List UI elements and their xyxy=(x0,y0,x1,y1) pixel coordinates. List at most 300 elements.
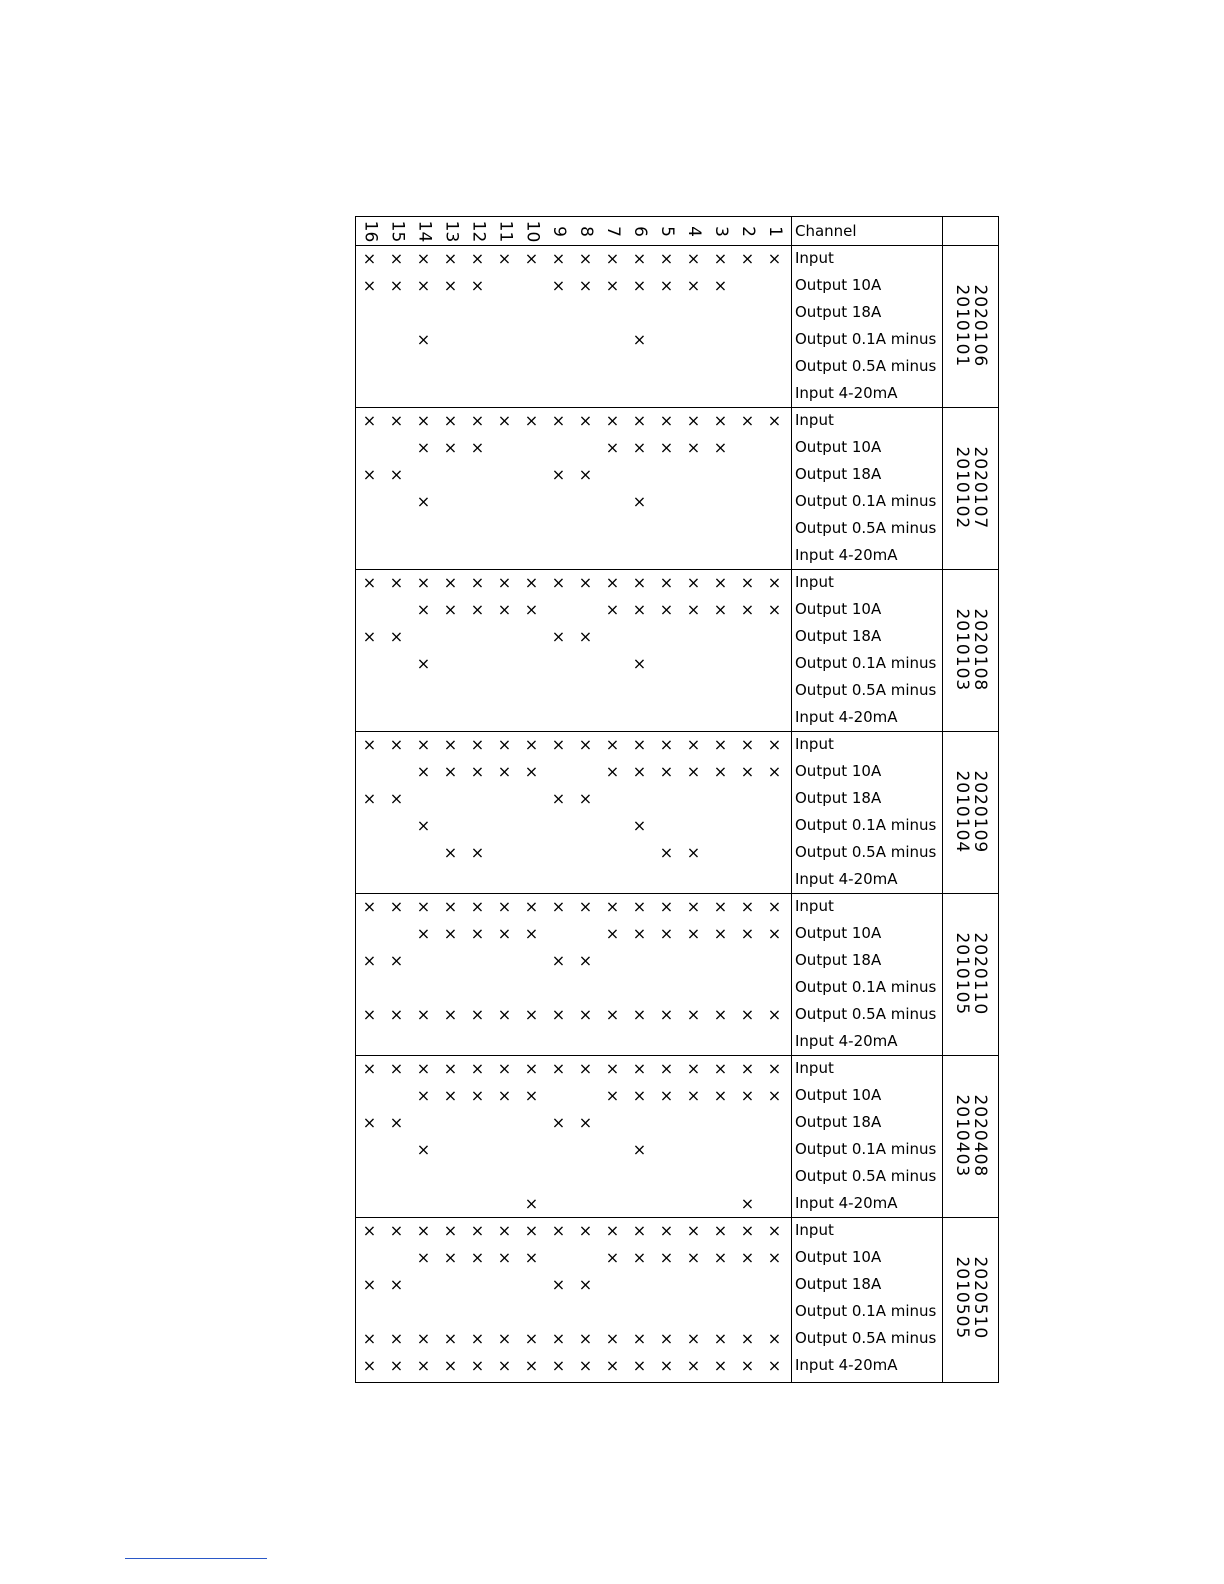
cross-mark: × xyxy=(632,1247,647,1267)
channel-number: 10 xyxy=(521,220,542,242)
cross-mark: × xyxy=(470,1220,485,1240)
cross-mark: × xyxy=(632,1058,647,1078)
group-codes xyxy=(952,609,988,692)
cross-mark: × xyxy=(686,1004,701,1024)
cross-mark: × xyxy=(416,572,431,592)
cross-mark: × xyxy=(416,896,431,916)
cross-mark: × xyxy=(551,1355,566,1375)
cross-mark: × xyxy=(767,1328,782,1348)
cross-mark: × xyxy=(740,1220,755,1240)
cross-mark: × xyxy=(551,464,566,484)
cross-mark: × xyxy=(632,1085,647,1105)
row-label: Output 0.5A minus xyxy=(795,1329,937,1347)
cross-mark: × xyxy=(767,599,782,619)
row-label: Output 0.5A minus xyxy=(795,357,937,375)
group-codes xyxy=(952,447,988,530)
cross-mark: × xyxy=(389,896,404,916)
cross-mark: × xyxy=(632,896,647,916)
channel-header xyxy=(653,217,680,245)
cross-mark: × xyxy=(416,1004,431,1024)
channel-header xyxy=(761,217,788,245)
cross-mark: × xyxy=(605,761,620,781)
channel-header xyxy=(572,217,599,245)
cross-mark: × xyxy=(767,896,782,916)
cross-mark: × xyxy=(497,1058,512,1078)
cross-mark: × xyxy=(686,1328,701,1348)
cross-mark: × xyxy=(686,1058,701,1078)
cross-mark: × xyxy=(578,950,593,970)
cross-mark: × xyxy=(713,896,728,916)
cross-mark: × xyxy=(605,572,620,592)
cross-mark: × xyxy=(524,896,539,916)
row-label: Input xyxy=(795,735,834,753)
cross-mark: × xyxy=(767,761,782,781)
cross-mark: × xyxy=(578,626,593,646)
cross-mark: × xyxy=(578,896,593,916)
group-code-a: 2010105 xyxy=(952,932,972,1016)
channel-header-label: Channel xyxy=(795,222,857,240)
cross-mark: × xyxy=(551,248,566,268)
cross-mark: × xyxy=(470,572,485,592)
group-code-cell xyxy=(942,245,998,407)
cross-mark: × xyxy=(659,1355,674,1375)
cross-mark: × xyxy=(605,599,620,619)
group-code-b: 2020510 xyxy=(969,1256,990,1340)
cross-mark: × xyxy=(443,761,458,781)
cross-mark: × xyxy=(362,1274,377,1294)
cross-mark: × xyxy=(686,1220,701,1240)
cross-mark: × xyxy=(524,1328,539,1348)
cross-mark: × xyxy=(524,734,539,754)
cross-mark: × xyxy=(497,1085,512,1105)
cross-mark: × xyxy=(632,599,647,619)
channel-number: 16 xyxy=(359,220,380,242)
cross-mark: × xyxy=(632,761,647,781)
cross-mark: × xyxy=(740,1004,755,1024)
channel-number: 12 xyxy=(467,220,488,242)
row-label: Input xyxy=(795,573,834,591)
channel-header xyxy=(410,217,437,245)
cross-mark: × xyxy=(443,1220,458,1240)
row-label: Output 10A xyxy=(795,1086,882,1104)
cross-mark: × xyxy=(713,1004,728,1024)
channel-number: 9 xyxy=(548,225,569,237)
cross-mark: × xyxy=(524,761,539,781)
cross-mark: × xyxy=(605,248,620,268)
group-code-a: 2010403 xyxy=(952,1094,972,1178)
cross-mark: × xyxy=(416,437,431,457)
cross-mark: × xyxy=(470,1247,485,1267)
cross-mark: × xyxy=(551,950,566,970)
cross-mark: × xyxy=(524,1058,539,1078)
cross-mark: × xyxy=(497,1328,512,1348)
cross-mark: × xyxy=(551,1058,566,1078)
cross-mark: × xyxy=(578,275,593,295)
channel-header xyxy=(545,217,572,245)
channel-header xyxy=(464,217,491,245)
group-codes xyxy=(952,771,988,854)
row-label: Output 0.5A minus xyxy=(795,681,937,699)
cross-mark: × xyxy=(632,1220,647,1240)
cross-mark: × xyxy=(659,896,674,916)
channel-header xyxy=(734,217,761,245)
channel-configuration-table xyxy=(355,216,999,1383)
cross-mark: × xyxy=(416,1085,431,1105)
group-code-a: 2010104 xyxy=(952,770,972,854)
cross-mark: × xyxy=(767,248,782,268)
cross-mark: × xyxy=(713,761,728,781)
cross-mark: × xyxy=(551,896,566,916)
cross-mark: × xyxy=(659,275,674,295)
cross-mark: × xyxy=(659,1004,674,1024)
group-codes xyxy=(952,1257,988,1340)
cross-mark: × xyxy=(416,329,431,349)
cross-mark: × xyxy=(551,788,566,808)
cross-mark: × xyxy=(686,734,701,754)
cross-mark: × xyxy=(713,248,728,268)
cross-mark: × xyxy=(605,1058,620,1078)
group-code-b: 2020106 xyxy=(969,284,990,368)
cross-mark: × xyxy=(659,572,674,592)
cross-mark: × xyxy=(632,734,647,754)
cross-mark: × xyxy=(416,410,431,430)
cross-mark: × xyxy=(524,572,539,592)
cross-mark: × xyxy=(362,410,377,430)
channel-number: 14 xyxy=(413,220,434,242)
cross-mark: × xyxy=(605,437,620,457)
cross-mark: × xyxy=(524,599,539,619)
cross-mark: × xyxy=(740,734,755,754)
cross-mark: × xyxy=(416,248,431,268)
cross-mark: × xyxy=(713,923,728,943)
channel-number: 6 xyxy=(629,225,650,237)
cross-mark: × xyxy=(740,572,755,592)
cross-mark: × xyxy=(362,464,377,484)
cross-mark: × xyxy=(740,761,755,781)
cross-mark: × xyxy=(524,1220,539,1240)
channel-number: 13 xyxy=(440,220,461,242)
row-label: Output 0.1A minus xyxy=(795,1302,937,1320)
cross-mark: × xyxy=(443,572,458,592)
row-label: Input xyxy=(795,1221,834,1239)
row-label: Output 0.1A minus xyxy=(795,1140,937,1158)
channel-header xyxy=(680,217,707,245)
cross-mark: × xyxy=(362,1355,377,1375)
cross-mark: × xyxy=(605,896,620,916)
cross-mark: × xyxy=(551,626,566,646)
cross-mark: × xyxy=(389,788,404,808)
cross-mark: × xyxy=(470,1355,485,1375)
cross-mark: × xyxy=(713,1247,728,1267)
cross-mark: × xyxy=(659,1220,674,1240)
cross-mark: × xyxy=(497,1004,512,1024)
cross-mark: × xyxy=(632,248,647,268)
cross-mark: × xyxy=(497,923,512,943)
cross-mark: × xyxy=(524,923,539,943)
cross-mark: × xyxy=(767,1247,782,1267)
cross-mark: × xyxy=(659,248,674,268)
cross-mark: × xyxy=(605,275,620,295)
cross-mark: × xyxy=(416,1220,431,1240)
cross-mark: × xyxy=(551,410,566,430)
cross-mark: × xyxy=(551,1004,566,1024)
cross-mark: × xyxy=(659,1058,674,1078)
cross-mark: × xyxy=(416,734,431,754)
cross-mark: × xyxy=(470,761,485,781)
cross-mark: × xyxy=(578,464,593,484)
cross-mark: × xyxy=(443,437,458,457)
cross-mark: × xyxy=(416,1247,431,1267)
cross-mark: × xyxy=(524,248,539,268)
cross-mark: × xyxy=(578,1328,593,1348)
cross-mark: × xyxy=(740,923,755,943)
cross-mark: × xyxy=(605,923,620,943)
group-code-b: 2020108 xyxy=(969,608,990,692)
cross-mark: × xyxy=(389,1355,404,1375)
row-label: Input 4-20mA xyxy=(795,546,898,564)
cross-mark: × xyxy=(362,950,377,970)
cross-mark: × xyxy=(362,1112,377,1132)
cross-mark: × xyxy=(659,599,674,619)
cross-mark: × xyxy=(443,599,458,619)
cross-mark: × xyxy=(389,1112,404,1132)
cross-mark: × xyxy=(362,1058,377,1078)
cross-mark: × xyxy=(551,1274,566,1294)
cross-mark: × xyxy=(578,410,593,430)
cross-mark: × xyxy=(686,275,701,295)
cross-mark: × xyxy=(632,275,647,295)
row-label: Input xyxy=(795,897,834,915)
group-code-cell xyxy=(942,569,998,731)
cross-mark: × xyxy=(713,1085,728,1105)
cross-mark: × xyxy=(443,1058,458,1078)
cross-mark: × xyxy=(416,653,431,673)
cross-mark: × xyxy=(497,572,512,592)
group-code-cell xyxy=(942,407,998,569)
cross-mark: × xyxy=(740,410,755,430)
cross-mark: × xyxy=(740,599,755,619)
cross-mark: × xyxy=(362,248,377,268)
cross-mark: × xyxy=(524,1193,539,1213)
channel-header xyxy=(599,217,626,245)
cross-mark: × xyxy=(443,842,458,862)
cross-mark: × xyxy=(470,275,485,295)
row-label: Output 0.5A minus xyxy=(795,843,937,861)
cross-mark: × xyxy=(416,923,431,943)
cross-mark: × xyxy=(686,410,701,430)
row-label: Output 0.1A minus xyxy=(795,654,937,672)
row-label: Output 0.1A minus xyxy=(795,816,937,834)
group-codes xyxy=(952,933,988,1016)
cross-mark: × xyxy=(497,734,512,754)
row-label: Output 10A xyxy=(795,276,882,294)
cross-mark: × xyxy=(362,1004,377,1024)
cross-mark: × xyxy=(713,1058,728,1078)
group-codes xyxy=(952,285,988,368)
cross-mark: × xyxy=(443,1328,458,1348)
cross-mark: × xyxy=(767,734,782,754)
cross-mark: × xyxy=(362,1220,377,1240)
cross-mark: × xyxy=(497,599,512,619)
cross-mark: × xyxy=(686,248,701,268)
cross-mark: × xyxy=(362,788,377,808)
cross-mark: × xyxy=(686,437,701,457)
channel-header xyxy=(626,217,653,245)
row-label: Input xyxy=(795,249,834,267)
row-label: Output 0.5A minus xyxy=(795,519,937,537)
row-label: Output 0.5A minus xyxy=(795,1005,937,1023)
cross-mark: × xyxy=(416,275,431,295)
row-label: Output 18A xyxy=(795,1275,882,1293)
group-code-b: 2020107 xyxy=(969,446,990,530)
cross-mark: × xyxy=(686,1085,701,1105)
cross-mark: × xyxy=(767,410,782,430)
cross-mark: × xyxy=(740,896,755,916)
cross-mark: × xyxy=(659,761,674,781)
cross-mark: × xyxy=(632,437,647,457)
cross-mark: × xyxy=(470,248,485,268)
cross-mark: × xyxy=(470,1328,485,1348)
cross-mark: × xyxy=(497,896,512,916)
row-label: Output 18A xyxy=(795,627,882,645)
cross-mark: × xyxy=(713,734,728,754)
cross-mark: × xyxy=(686,1247,701,1267)
row-label: Output 18A xyxy=(795,465,882,483)
cross-mark: × xyxy=(632,815,647,835)
row-label: Output 18A xyxy=(795,303,882,321)
cross-mark: × xyxy=(713,437,728,457)
cross-mark: × xyxy=(578,1274,593,1294)
cross-mark: × xyxy=(389,464,404,484)
cross-mark: × xyxy=(551,572,566,592)
row-label: Output 18A xyxy=(795,1113,882,1131)
cross-mark: × xyxy=(605,734,620,754)
cross-mark: × xyxy=(713,1355,728,1375)
row-label: Input 4-20mA xyxy=(795,384,898,402)
cross-mark: × xyxy=(659,437,674,457)
cross-mark: × xyxy=(443,410,458,430)
cross-mark: × xyxy=(470,734,485,754)
cross-mark: × xyxy=(713,275,728,295)
cross-mark: × xyxy=(470,410,485,430)
cross-mark: × xyxy=(362,896,377,916)
cross-mark: × xyxy=(470,923,485,943)
row-label: Output 10A xyxy=(795,1248,882,1266)
cross-mark: × xyxy=(713,1328,728,1348)
cross-mark: × xyxy=(551,1328,566,1348)
cross-mark: × xyxy=(632,1139,647,1159)
cross-mark: × xyxy=(416,491,431,511)
cross-mark: × xyxy=(740,1058,755,1078)
channel-header xyxy=(356,217,383,245)
group-code-cell xyxy=(942,1217,998,1379)
cross-mark: × xyxy=(389,410,404,430)
cross-mark: × xyxy=(389,1220,404,1240)
row-label: Output 0.1A minus xyxy=(795,978,937,996)
cross-mark: × xyxy=(389,950,404,970)
row-label: Output 10A xyxy=(795,762,882,780)
cross-mark: × xyxy=(686,896,701,916)
row-label: Input 4-20mA xyxy=(795,1032,898,1050)
cross-mark: × xyxy=(524,1247,539,1267)
cross-mark: × xyxy=(767,1220,782,1240)
cross-mark: × xyxy=(362,734,377,754)
cross-mark: × xyxy=(389,1058,404,1078)
cross-mark: × xyxy=(740,248,755,268)
cross-mark: × xyxy=(659,842,674,862)
row-label: Output 18A xyxy=(795,789,882,807)
cross-mark: × xyxy=(551,275,566,295)
cross-mark: × xyxy=(524,1085,539,1105)
cross-mark: × xyxy=(443,734,458,754)
channel-number: 15 xyxy=(386,220,407,242)
cross-mark: × xyxy=(659,1328,674,1348)
cross-mark: × xyxy=(659,1085,674,1105)
cross-mark: × xyxy=(767,1355,782,1375)
cross-mark: × xyxy=(686,761,701,781)
cross-mark: × xyxy=(362,1328,377,1348)
cross-mark: × xyxy=(713,599,728,619)
cross-mark: × xyxy=(362,626,377,646)
row-label: Input 4-20mA xyxy=(795,1356,898,1374)
cross-mark: × xyxy=(578,572,593,592)
cross-mark: × xyxy=(632,572,647,592)
cross-mark: × xyxy=(632,1004,647,1024)
row-label: Output 0.1A minus xyxy=(795,330,937,348)
group-codes xyxy=(952,1095,988,1178)
cross-mark: × xyxy=(497,1247,512,1267)
cross-mark: × xyxy=(389,248,404,268)
cross-mark: × xyxy=(686,1355,701,1375)
cross-mark: × xyxy=(740,1355,755,1375)
cross-mark: × xyxy=(605,1328,620,1348)
cross-mark: × xyxy=(470,1058,485,1078)
channel-number: 8 xyxy=(575,225,596,237)
row-label: Input 4-20mA xyxy=(795,1194,898,1212)
channel-number: 3 xyxy=(710,225,731,237)
cross-mark: × xyxy=(632,491,647,511)
group-code-a: 2010102 xyxy=(952,446,972,530)
cross-mark: × xyxy=(551,1220,566,1240)
channel-number: 2 xyxy=(737,225,758,237)
cross-mark: × xyxy=(767,572,782,592)
cross-mark: × xyxy=(578,1112,593,1132)
cross-mark: × xyxy=(605,1085,620,1105)
cross-mark: × xyxy=(740,1193,755,1213)
label-column-divider xyxy=(791,217,792,1382)
cross-mark: × xyxy=(767,1085,782,1105)
cross-mark: × xyxy=(632,653,647,673)
cross-mark: × xyxy=(524,1355,539,1375)
cross-mark: × xyxy=(470,1004,485,1024)
cross-mark: × xyxy=(389,1274,404,1294)
cross-mark: × xyxy=(740,1247,755,1267)
cross-mark: × xyxy=(389,1004,404,1024)
channel-number: 5 xyxy=(656,225,677,237)
cross-mark: × xyxy=(605,1247,620,1267)
channel-header xyxy=(518,217,545,245)
cross-mark: × xyxy=(659,734,674,754)
cross-mark: × xyxy=(767,1058,782,1078)
row-label: Output 0.5A minus xyxy=(795,1167,937,1185)
row-label: Input 4-20mA xyxy=(795,708,898,726)
cross-mark: × xyxy=(578,248,593,268)
cross-mark: × xyxy=(497,248,512,268)
cross-mark: × xyxy=(443,1085,458,1105)
cross-mark: × xyxy=(524,410,539,430)
row-label: Input 4-20mA xyxy=(795,870,898,888)
group-code-cell xyxy=(942,1055,998,1217)
